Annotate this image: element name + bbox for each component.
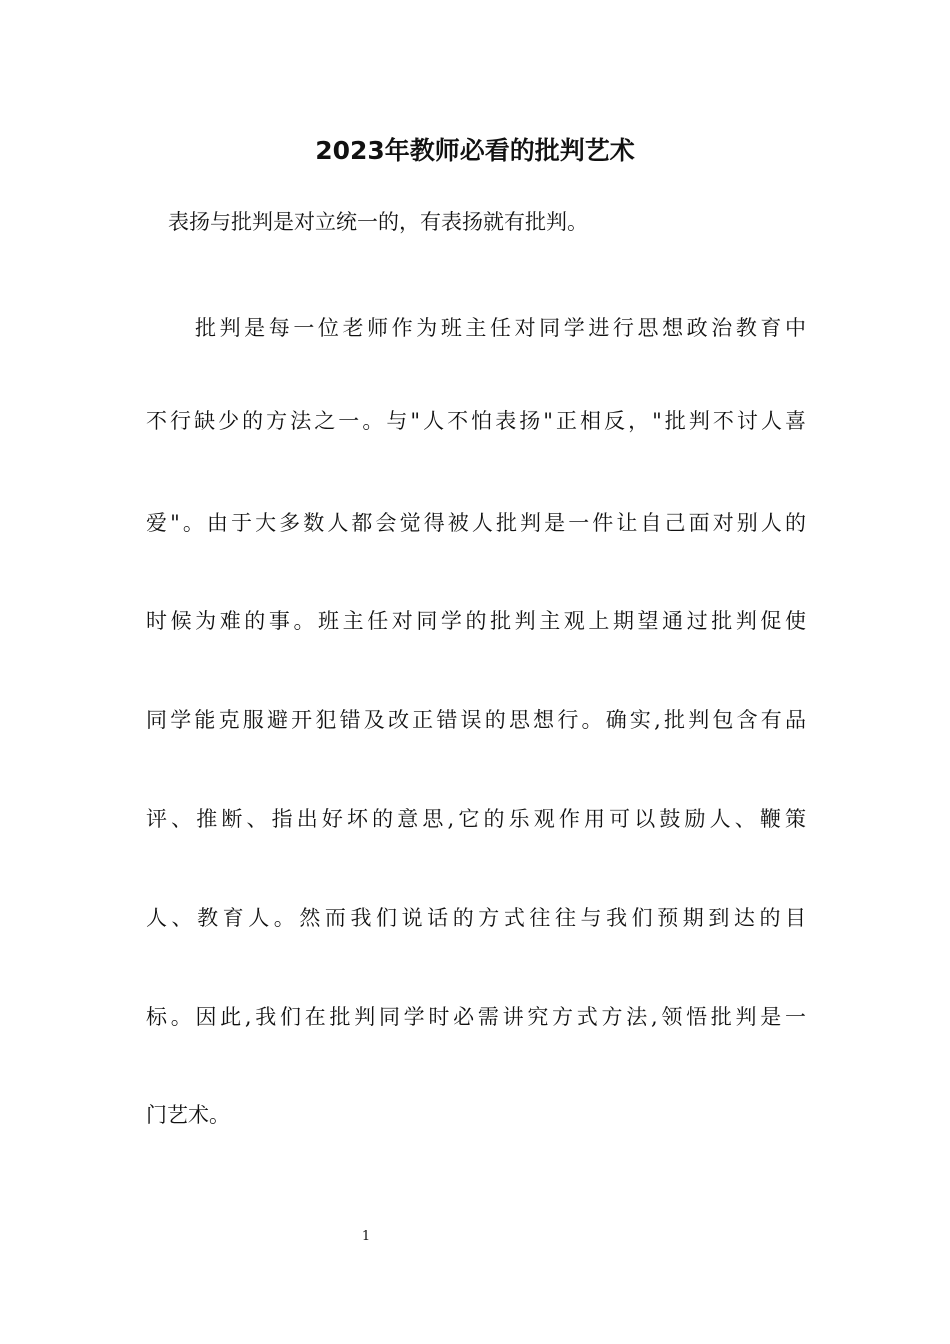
intro-sentence: 表扬与批判是对立统一的，有表扬就有批判。	[168, 210, 588, 234]
page-title: 2023年教师必看的批判艺术	[315, 136, 635, 165]
paragraph-line: 评、推断、指出好坏的意思,它的乐观作用可以鼓励人、鞭策	[146, 807, 806, 831]
page-number: 1	[361, 1229, 371, 1244]
paragraph-line: 批判是每一位老师作为班主任对同学进行思想政治教育中	[195, 316, 806, 340]
paragraph-line: 爱"。由于大多数人都会觉得被人批判是一件让自己面对别人的	[146, 511, 806, 535]
paragraph-line: 同学能克服避开犯错及改正错误的思想行。确实,批判包含有品	[146, 708, 806, 732]
paragraph-line: 不行缺少的方法之一。与"人不怕表扬"正相反，"批判不讨人喜	[146, 409, 806, 433]
paragraph-line: 时候为难的事。班主任对同学的批判主观上期望通过批判促使	[146, 609, 806, 633]
paragraph-line: 标。因此,我们在批判同学时必需讲究方式方法,领悟批判是一	[146, 1005, 806, 1029]
paragraph-line: 门艺术。	[146, 1103, 230, 1127]
paragraph-line: 人、教育人。然而我们说话的方式往往与我们预期到达的目	[146, 906, 806, 930]
